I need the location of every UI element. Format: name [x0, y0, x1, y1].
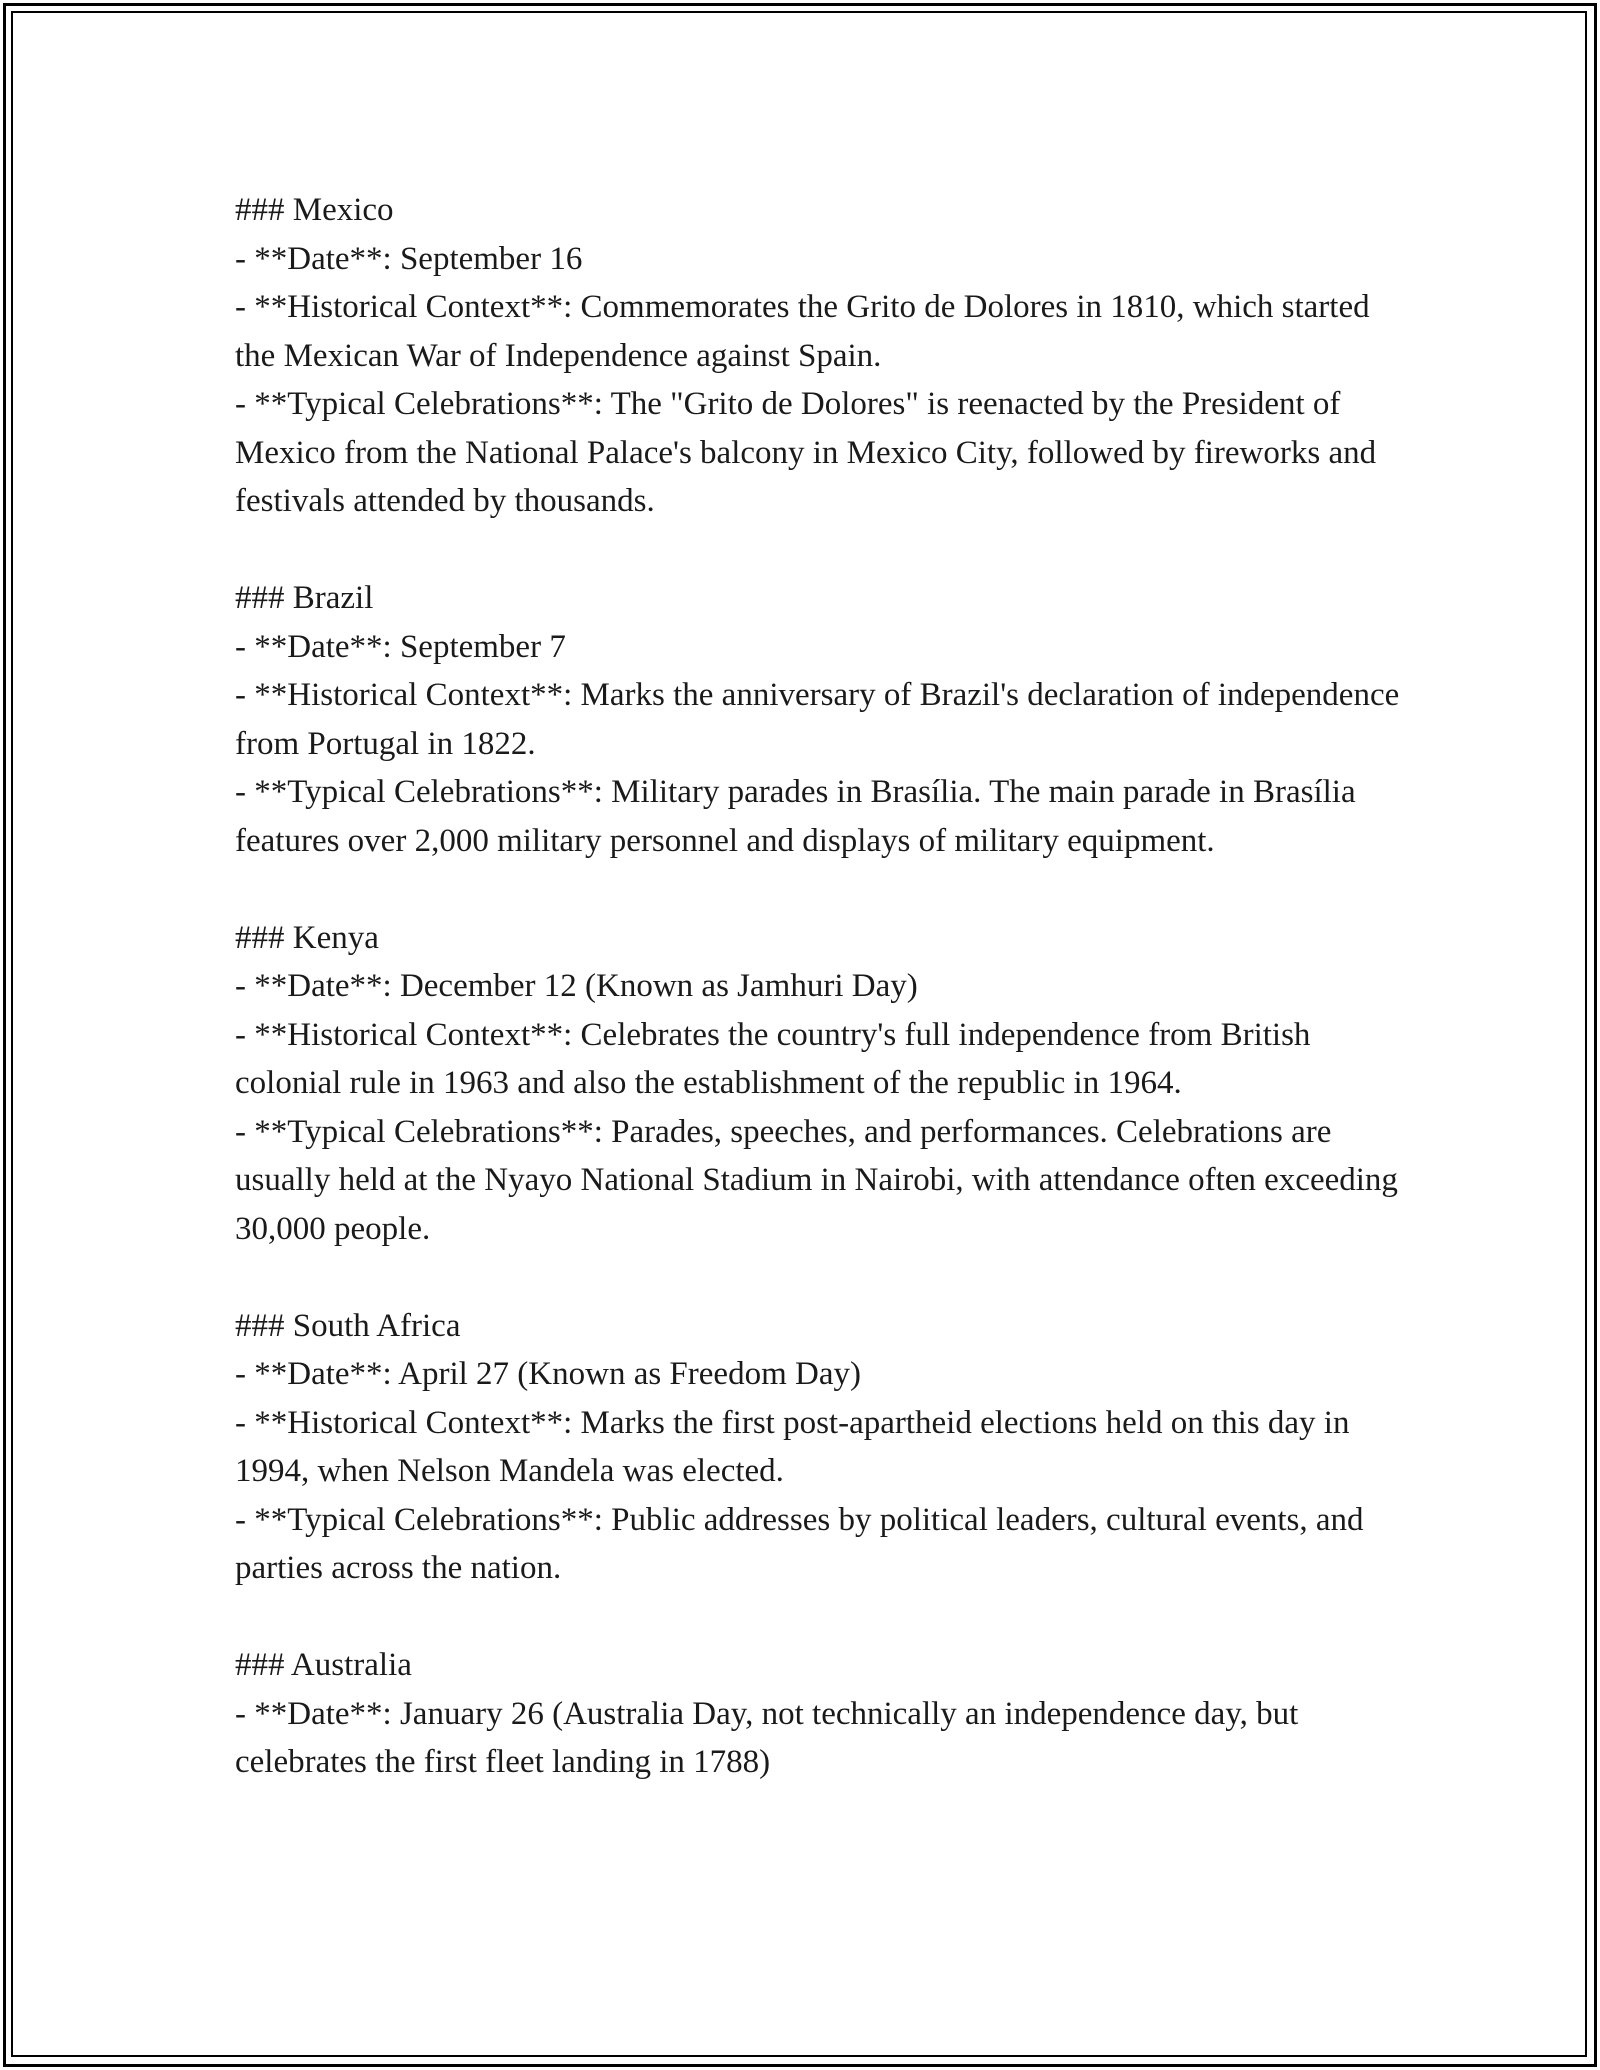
date-line: - **Date**: April 27 (Known as Freedom Day)	[235, 1356, 861, 1392]
historical-context-line: - **Historical Context**: Marks the first post-apartheid elections held on this day in 1994, when Nelson Mandela was elected.	[235, 1404, 1350, 1489]
section-heading: ### Kenya	[235, 919, 379, 956]
typical-celebrations-line: - **Typical Celebrations**: The "Grito de Dolores" is reenacted by the President of Mexico from the National Palace's balcony in Mexico City, followed by fireworks and festivals attended by thousands.	[235, 386, 1377, 519]
historical-context-line: - **Historical Context**: Celebrates the country's full independence from British colonial rule in 1963 and also the establishment of the republic in 1964.	[235, 1016, 1311, 1101]
document-body	[235, 186, 1415, 1787]
date-line: - **Date**: September 16	[235, 240, 583, 277]
section-mexico	[235, 186, 1415, 526]
section-heading: ### South Africa	[235, 1307, 461, 1344]
typical-celebrations-line: - **Typical Celebrations**: Military parades in Brasília. The main parade in Brasília features over 2,000 military personnel and displays of military equipment.	[235, 774, 1356, 859]
historical-context-line: - **Historical Context**: Commemorates the Grito de Dolores in 1810, which started the Mexican War of Independence against Spain.	[235, 289, 1370, 374]
typical-celebrations-line: - **Typical Celebrations**: Public addresses by political leaders, cultural events, and parties across the nation.	[235, 1501, 1364, 1586]
section-kenya	[235, 914, 1415, 1254]
section-heading: ### Brazil	[235, 580, 374, 616]
section-heading: ### Australia	[235, 1647, 412, 1683]
section-heading: ### Mexico	[235, 192, 394, 228]
date-line: - **Date**: September 7	[235, 628, 566, 665]
section-australia	[235, 1641, 1415, 1787]
section-brazil	[235, 574, 1415, 865]
date-line: - **Date**: December 12 (Known as Jamhuri Day)	[235, 968, 918, 1004]
typical-celebrations-line: - **Typical Celebrations**: Parades, speeches, and performances. Celebrations are usually held at the Nyayo National Stadium in Nairobi, with attendance often exceeding 30,000 people.	[235, 1113, 1398, 1247]
historical-context-line: - **Historical Context**: Marks the anniversary of Brazil's declaration of independence from Portugal in 1822.	[235, 677, 1400, 762]
section-south-africa	[235, 1302, 1415, 1593]
date-line: - **Date**: January 26 (Australia Day, not technically an independence day, but celebrates the first fleet landing in 1788)	[235, 1695, 1299, 1780]
